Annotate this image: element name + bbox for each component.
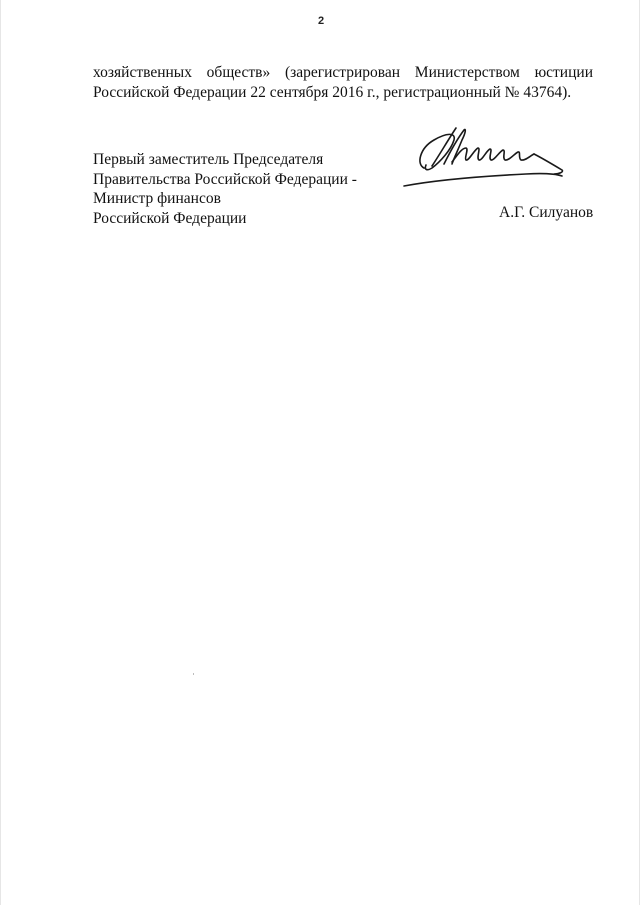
position-line-3: Министр финансов <box>93 190 221 207</box>
body-paragraph <box>93 63 593 103</box>
body-line-2: Российской Федерации 22 сентября 2016 г., регистрационный № 43764). <box>93 84 572 101</box>
body-line-1: хозяйственных обществ» (зарегистрирован Министерством юстиции <box>93 64 593 81</box>
handwritten-signature <box>396 118 566 196</box>
position-line-2: Правительства Российской Федерации - <box>93 170 357 188</box>
scan-artifact <box>193 673 194 675</box>
signatory-position <box>93 150 357 228</box>
position-line-1: Первый заместитель Председателя <box>93 151 324 168</box>
signatory-name: А.Г. Силуанов <box>499 204 594 221</box>
page-number: 2 <box>317 15 325 27</box>
position-line-4: Российской Федерации <box>93 209 247 227</box>
